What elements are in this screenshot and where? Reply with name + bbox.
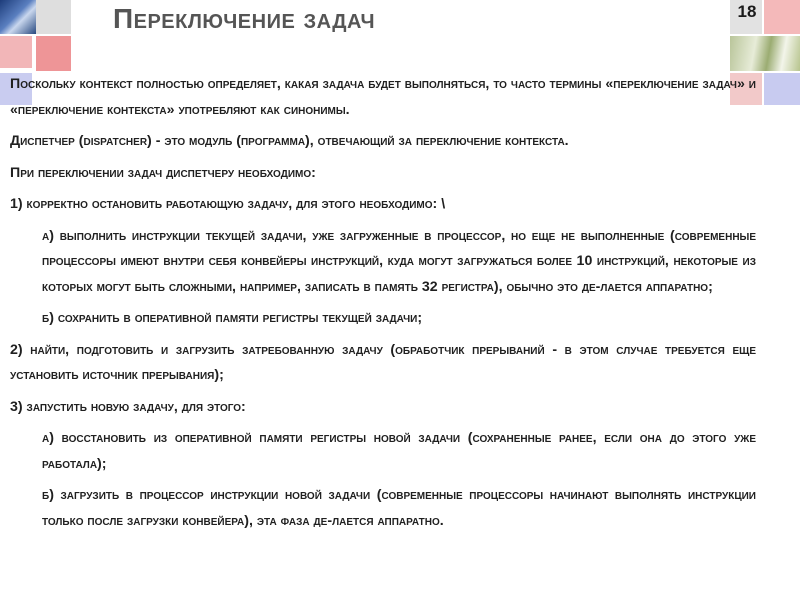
list-item: 1) корректно остановить работающую задачу, для этого необходимо: \ [10, 196, 446, 212]
sub-list-item: а) выполнить инструкции текущей задачи, уже загруженные в процессор, но еще не выполненные (современные процессоры имеют внутри себя конвейеры инструкций, куда могут загружаться более 10 инструкций, некоторые из которых могут быть сложными, например, записать в память 32 регистра), обычно это де-лается аппаратно; [42, 227, 756, 295]
list-item: 2) найти, подготовить и загрузить затребованную задачу (обработчик прерываний - в этом случае требуется еще установить источник прерывания); [10, 341, 756, 383]
paragraph: Диспетчер (dispatcher) - это модуль (программа), отвечающий за переключение контекста. [10, 133, 569, 149]
paragraph: Поскольку контекст полностью определяет, какая задача будет выполняться, то часто термины «переключение задач» и «переключение контекста» употребляют как синонимы. [10, 76, 756, 118]
decorative-square [0, 36, 32, 68]
slide-title: Переключение задач [113, 3, 376, 34]
decorative-thumbnail-left [0, 0, 36, 34]
decorative-thumbnail-right [730, 36, 800, 71]
paragraph: При переключении задач диспетчеру необходимо: [10, 164, 316, 181]
decorative-square [36, 0, 71, 34]
decorative-square [36, 36, 71, 71]
decorative-square [764, 73, 800, 105]
decorative-square [764, 0, 800, 34]
sub-list-item: б) загрузить в процессор инструкции новой задачи (современные процессоры начинают выполнять инструкции только после загрузки конвейера), эта фаза де-лается аппаратно. [42, 487, 756, 529]
sub-list-item: б) сохранить в оперативной памяти регистры текущей задачи; [42, 310, 423, 326]
slide-body [10, 72, 756, 540]
page-number: 18 [737, 2, 757, 21]
sub-list-item: а) восстановить из оперативной памяти регистры новой задачи (сохраненные ранее, если она до этого уже работала); [42, 430, 756, 472]
list-item: 3) запустить новую задачу, для этого: [10, 398, 246, 415]
